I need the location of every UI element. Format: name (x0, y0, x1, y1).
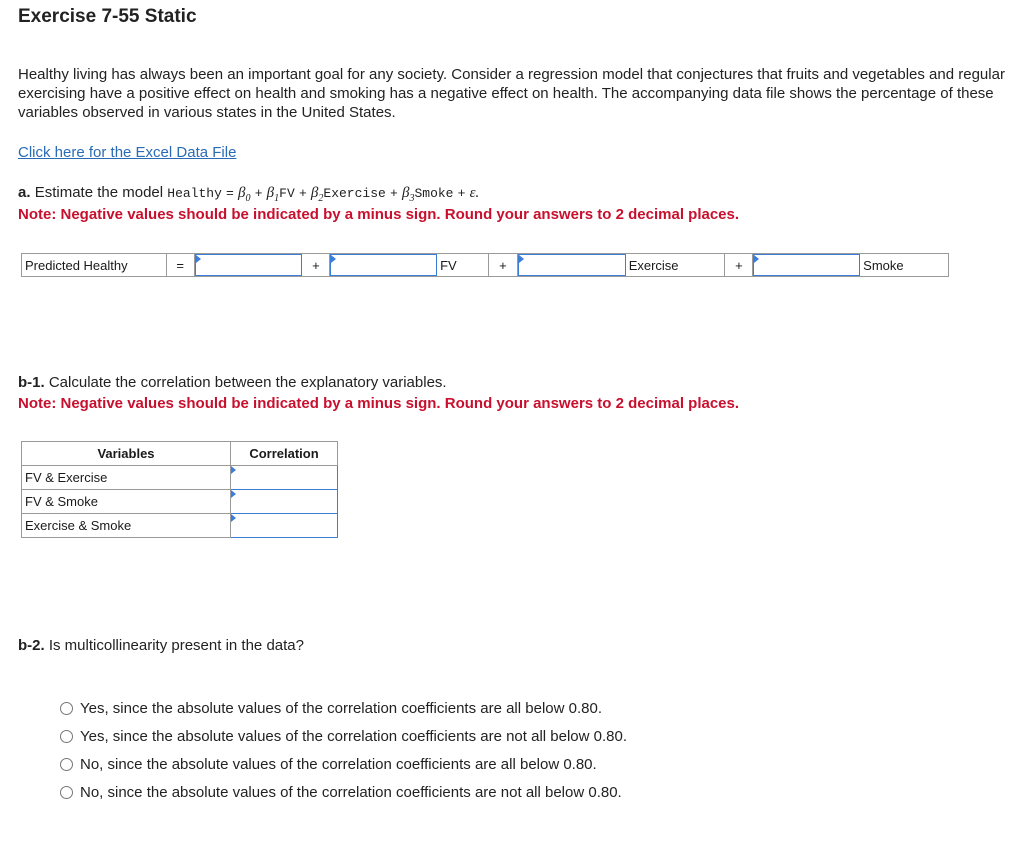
input-flag-icon (231, 490, 236, 498)
plus-sign-1: + (302, 254, 330, 276)
part-a-note: Note: Negative values should be indicated by a minus sign. Round your answers to 2 decimal places. (18, 206, 740, 223)
row-variables: FV & Smoke (22, 490, 231, 514)
plus-sign-2: + (489, 254, 518, 276)
option-no-not-all-below[interactable] (60, 778, 627, 806)
variables-header: Variables (22, 442, 231, 466)
option-no-all-below[interactable] (60, 750, 627, 778)
model-var-exercise: Exercise (323, 186, 386, 201)
corr-fv-smoke-input[interactable] (231, 490, 337, 513)
option-label: Yes, since the absolute values of the correlation coefficients are not all below 0.80. (80, 727, 628, 745)
table-header-row (22, 442, 338, 466)
smoke-coef-input[interactable] (754, 255, 859, 275)
model-plus-2: + (298, 186, 307, 201)
equation-row (21, 253, 949, 277)
radio-button[interactable] (60, 702, 73, 715)
multicollinearity-options (60, 694, 627, 806)
part-b2-question (18, 637, 304, 654)
fv-label: FV (437, 254, 489, 276)
part-a-question (18, 184, 479, 204)
radio-button[interactable] (60, 758, 73, 771)
intro-paragraph: Healthy living has always been an important goal for any society. Consider a regression model that conjectures that fruits and vegetables and regular exercising have a positive effect on health and smoking has a negative effect on health. The accompanying data file shows the percentage of these variables observed in various states in the United States. (18, 66, 1005, 121)
exercise-label: Exercise (626, 254, 726, 276)
excel-data-link[interactable]: Click here for the Excel Data File (18, 144, 237, 161)
radio-button[interactable] (60, 786, 73, 799)
correlation-input-cell[interactable] (231, 514, 338, 538)
beta3: $\beta_3$ (401, 185, 415, 204)
fv-coef-input-cell[interactable] (330, 254, 437, 276)
part-b1-text: Calculate the correlation between the explanatory variables. (48, 374, 447, 391)
input-flag-icon (519, 255, 524, 263)
model-var-smoke: Smoke (414, 186, 454, 201)
option-label: No, since the absolute values of the correlation coefficients are not all below 0.80. (80, 783, 622, 801)
model-plus-1: + (254, 186, 263, 201)
input-flag-icon (331, 255, 336, 263)
exercise-coef-input[interactable] (519, 255, 625, 275)
input-flag-icon (196, 255, 201, 263)
input-flag-icon (231, 466, 236, 474)
table-row (22, 466, 338, 490)
part-a-label: a. (18, 184, 31, 201)
beta0: $\beta_0$ (238, 185, 251, 204)
corr-exercise-smoke-input[interactable] (231, 514, 337, 537)
beta2: $\beta_2$ (310, 185, 324, 204)
exercise-title: Exercise 7-55 Static (18, 6, 197, 27)
part-a-text: Estimate the model (34, 184, 164, 201)
option-yes-not-all-below[interactable] (60, 722, 627, 750)
option-label: No, since the absolute values of the correlation coefficients are all below 0.80. (80, 755, 597, 773)
corr-fv-exercise-input[interactable] (231, 466, 337, 489)
part-b1-note: Note: Negative values should be indicated by a minus sign. Round your answers to 2 decimal places. (18, 395, 740, 412)
predicted-healthy-label: Predicted Healthy (22, 254, 167, 276)
part-b1-question (18, 374, 447, 391)
correlation-input-cell[interactable] (231, 466, 338, 490)
model-lhs: Healthy (167, 186, 222, 201)
smoke-coef-input-cell[interactable] (753, 254, 860, 276)
part-b1-label: b-1. (18, 374, 45, 391)
option-label: Yes, since the absolute values of the correlation coefficients are all below 0.80. (80, 699, 602, 717)
input-flag-icon (754, 255, 759, 263)
correlation-input-cell[interactable] (231, 490, 338, 514)
part-b2-label: b-2. (18, 637, 45, 654)
model-plus-4: + (457, 186, 466, 201)
equals-sign: = (167, 254, 195, 276)
correlation-header: Correlation (231, 442, 338, 466)
correlation-table (21, 441, 338, 538)
table-row (22, 514, 338, 538)
radio-button[interactable] (60, 730, 73, 743)
row-variables: FV & Exercise (22, 466, 231, 490)
intercept-input-cell[interactable] (195, 254, 303, 276)
plus-sign-3: + (725, 254, 753, 276)
part-b2-text: Is multicollinearity present in the data? (48, 637, 304, 654)
model-plus-3: + (390, 186, 398, 201)
input-flag-icon (231, 514, 236, 522)
beta1: $\beta_1$ (266, 185, 280, 204)
intercept-input[interactable] (196, 255, 302, 275)
exercise-coef-input-cell[interactable] (518, 254, 626, 276)
table-row (22, 490, 338, 514)
model-var-fv: FV (279, 186, 295, 201)
epsilon: ε. (469, 185, 480, 201)
fv-coef-input[interactable] (331, 255, 436, 275)
model-equals: = (226, 186, 234, 201)
option-yes-all-below[interactable] (60, 694, 627, 722)
row-variables: Exercise & Smoke (22, 514, 231, 538)
smoke-label: Smoke (863, 257, 904, 273)
